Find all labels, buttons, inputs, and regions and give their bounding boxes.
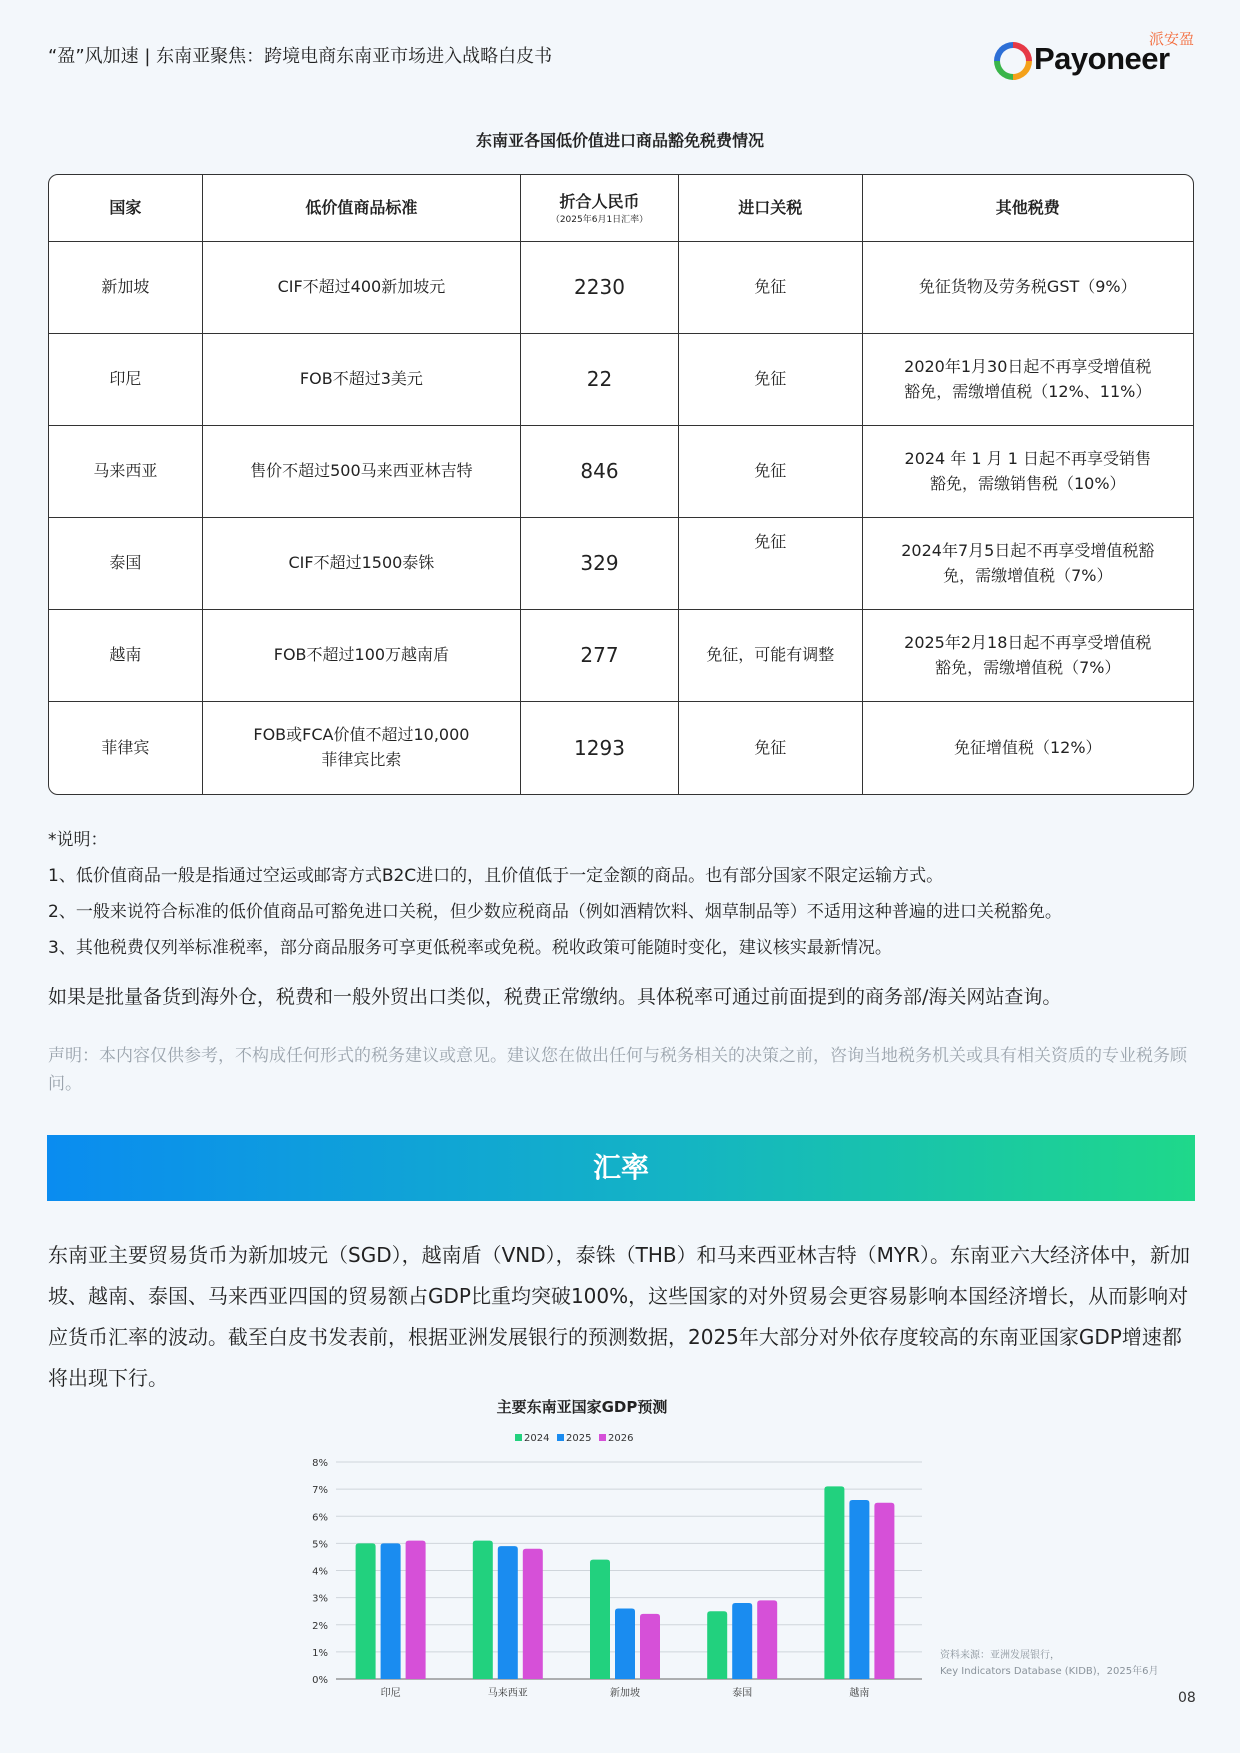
- cell-other-line2: 豁免，需缴增值税（7%）: [935, 657, 1121, 677]
- cell-other: [863, 702, 1193, 794]
- cell-duty: 免征: [679, 242, 863, 334]
- cell-rmb: 2230: [521, 242, 679, 334]
- header-title: “盈”风加速 | 东南亚聚焦：跨境电商东南亚市场进入战略白皮书: [48, 46, 553, 67]
- cell-standard: FOB不超过100万越南盾: [203, 610, 521, 702]
- y-tick-label: 7%: [312, 1485, 328, 1497]
- cell-other-line1: 2024 年 1 月 1 日起不再享受销售: [904, 448, 1152, 468]
- cell-other: [863, 242, 1193, 334]
- legend-label: 2024: [524, 1433, 550, 1444]
- cell-standard-line1: FOB或FCA价值不超过10,000: [253, 725, 470, 745]
- table-row: [49, 518, 1193, 610]
- bar-2024-印尼: [356, 1543, 376, 1679]
- y-tick-label: 3%: [312, 1593, 328, 1605]
- notes-block: [48, 822, 1062, 966]
- bar-2026-印尼: [406, 1541, 426, 1679]
- tax-table: [48, 174, 1194, 795]
- bar-2024-新加坡: [590, 1560, 610, 1679]
- cell-country: 马来西亚: [49, 426, 203, 518]
- cell-standard: CIF不超过1500泰铢: [203, 518, 521, 610]
- cell-other-line1: 免征增值税（12%）: [953, 737, 1102, 757]
- cell-standard: CIF不超过400新加坡元: [203, 242, 521, 334]
- bar-2026-新加坡: [640, 1614, 660, 1679]
- bar-2024-马来西亚: [473, 1541, 493, 1679]
- cell-other: [863, 334, 1193, 426]
- legend-swatch: [557, 1434, 564, 1441]
- cell-other-line1: 2025年2月18日起不再享受增值税: [904, 632, 1152, 652]
- table-title: 东南亚各国低价值进口商品豁免税费情况: [475, 131, 764, 150]
- x-tick-label: 新加坡: [610, 1688, 640, 1699]
- cell-standard: [203, 702, 521, 794]
- table-row: [49, 334, 1193, 426]
- cell-other-line1: 2020年1月30日起不再享受增值税: [904, 356, 1152, 376]
- header-rmb-label: 折合人民币: [559, 192, 640, 212]
- table-header-row: [49, 175, 1193, 242]
- cell-rmb: 329: [521, 518, 679, 610]
- bar-2026-泰国: [757, 1600, 777, 1679]
- cell-duty: 免征: [679, 518, 863, 610]
- exchange-rate-paragraph: 东南亚主要贸易货币为新加坡元（SGD），越南盾（VND），泰铢（THB）和马来西亚林吉特（MYR）。东南亚六大经济体中，新加坡、越南、泰国、马来西亚四国的贸易额占GDP比重均突破100%，这些国家的对外贸易会更容易影响本国经济增长，从而影响对应货币汇率的波动。截至白皮书发表前，根据亚洲发展银行的预测数据，2025年大部分对外依存度较高的东南亚国家GDP增速都将出现下行。: [48, 1243, 1190, 1390]
- section-banner: 汇率: [47, 1135, 1195, 1201]
- notes-label: *说明：: [48, 830, 108, 850]
- page-number: 08: [1178, 1690, 1196, 1706]
- y-tick-label: 0%: [312, 1675, 328, 1686]
- legend-label: 2025: [566, 1433, 592, 1444]
- header-duty: 进口关税: [679, 175, 863, 242]
- cell-duty: 免征: [679, 702, 863, 794]
- cell-standard: FOB不超过3美元: [203, 334, 521, 426]
- cell-other-line2: 豁免，需缴销售税（10%）: [929, 473, 1126, 493]
- logo-cn-text: 派安盈: [1148, 30, 1194, 48]
- bar-2025-泰国: [732, 1603, 752, 1679]
- header-other: 其他税费: [863, 175, 1193, 242]
- y-tick-label: 4%: [312, 1566, 328, 1578]
- y-tick-label: 5%: [312, 1539, 328, 1551]
- cell-duty: 免征: [679, 334, 863, 426]
- cell-rmb: 1293: [521, 702, 679, 794]
- cell-country: 新加坡: [49, 242, 203, 334]
- x-tick-label: 马来西亚: [487, 1688, 528, 1699]
- cell-standard-line2: 菲律宾比索: [321, 750, 402, 769]
- warehouse-paragraph: 如果是批量备货到海外仓，税费和一般外贸出口类似，税费正常缴纳。具体税率可通过前面提到的商务部/海关网站查询。: [48, 986, 1062, 1008]
- header-rmb-note: （2025年6月1日汇率）: [550, 215, 649, 225]
- header-rmb: [521, 175, 679, 242]
- source-line1: 资料来源：亚洲发展银行，: [940, 1650, 1060, 1661]
- note-item: 2、一般来说符合标准的低价值商品可豁免进口关税，但少数应税商品（例如酒精饮料、烟草制品等）不适用这种普遍的进口关税豁免。: [48, 902, 1062, 922]
- y-tick-label: 1%: [312, 1647, 328, 1659]
- bar-2026-马来西亚: [523, 1549, 543, 1679]
- chart-source: [940, 1648, 1158, 1680]
- legend-swatch: [599, 1434, 606, 1441]
- gdp-chart-svg: [290, 1390, 940, 1710]
- table-row: [49, 426, 1193, 518]
- cell-country: 越南: [49, 610, 203, 702]
- chart-title: 主要东南亚国家GDP预测: [496, 1398, 668, 1416]
- bar-2025-越南: [849, 1500, 869, 1679]
- logo-ring-icon: [994, 42, 1032, 80]
- cell-country: 菲律宾: [49, 702, 203, 794]
- bar-2025-马来西亚: [498, 1546, 518, 1679]
- cell-duty: 免征，可能有调整: [679, 610, 863, 702]
- cell-other-line2: 免，需缴增值税（7%）: [943, 565, 1113, 585]
- y-tick-label: 6%: [312, 1512, 328, 1524]
- note-item: 1、低价值商品一般是指通过空运或邮寄方式B2C进口的，且价值低于一定金额的商品。也有部分国家不限定运输方式。: [48, 866, 944, 886]
- table-row: [49, 242, 1193, 334]
- y-tick-label: 8%: [312, 1458, 328, 1469]
- bar-2025-印尼: [381, 1543, 401, 1679]
- cell-rmb: 846: [521, 426, 679, 518]
- bar-2026-越南: [874, 1503, 894, 1679]
- gdp-chart: [290, 1390, 940, 1710]
- bar-2024-越南: [824, 1486, 844, 1679]
- cell-rmb: 277: [521, 610, 679, 702]
- cell-other-line1: 免征货物及劳务税GST（9%）: [918, 277, 1137, 297]
- table-row: [49, 610, 1193, 702]
- cell-other: [863, 610, 1193, 702]
- x-tick-label: 越南: [849, 1688, 870, 1699]
- header-country: 国家: [49, 175, 203, 242]
- bar-2024-泰国: [707, 1611, 727, 1679]
- y-tick-label: 2%: [312, 1620, 328, 1632]
- cell-other-line2: 豁免，需缴增值税（12%、11%）: [904, 381, 1152, 401]
- note-item: 3、其他税费仅列举标准税率，部分商品服务可享更低税率或免税。税收政策可能随时变化，建议核实最新情况。: [48, 938, 892, 958]
- x-tick-label: 印尼: [380, 1688, 401, 1699]
- cell-country: 泰国: [49, 518, 203, 610]
- x-tick-label: 泰国: [732, 1688, 753, 1699]
- disclaimer: 声明：本内容仅供参考，不构成任何形式的税务建议或意见。建议您在做出任何与税务相关的决策之前，咨询当地税务机关或具有相关资质的专业税务顾问。: [48, 1046, 1187, 1094]
- cell-other: [863, 426, 1193, 518]
- cell-standard: 售价不超过500马来西亚林吉特: [203, 426, 521, 518]
- cell-duty: 免征: [679, 426, 863, 518]
- legend-label: 2026: [608, 1433, 634, 1444]
- cell-other: [863, 518, 1193, 610]
- bar-2025-新加坡: [615, 1608, 635, 1679]
- cell-country: 印尼: [49, 334, 203, 426]
- logo-wordmark: Payoneer: [1034, 41, 1170, 76]
- cell-rmb: 22: [521, 334, 679, 426]
- source-line2: Key Indicators Database (KIDB)，2025年6月: [940, 1666, 1159, 1677]
- payoneer-logo: [994, 28, 1194, 80]
- legend-swatch: [515, 1434, 522, 1441]
- header-standard: 低价值商品标准: [203, 175, 521, 242]
- table-row: [49, 702, 1193, 794]
- cell-other-line1: 2024年7月5日起不再享受增值税豁: [901, 540, 1155, 560]
